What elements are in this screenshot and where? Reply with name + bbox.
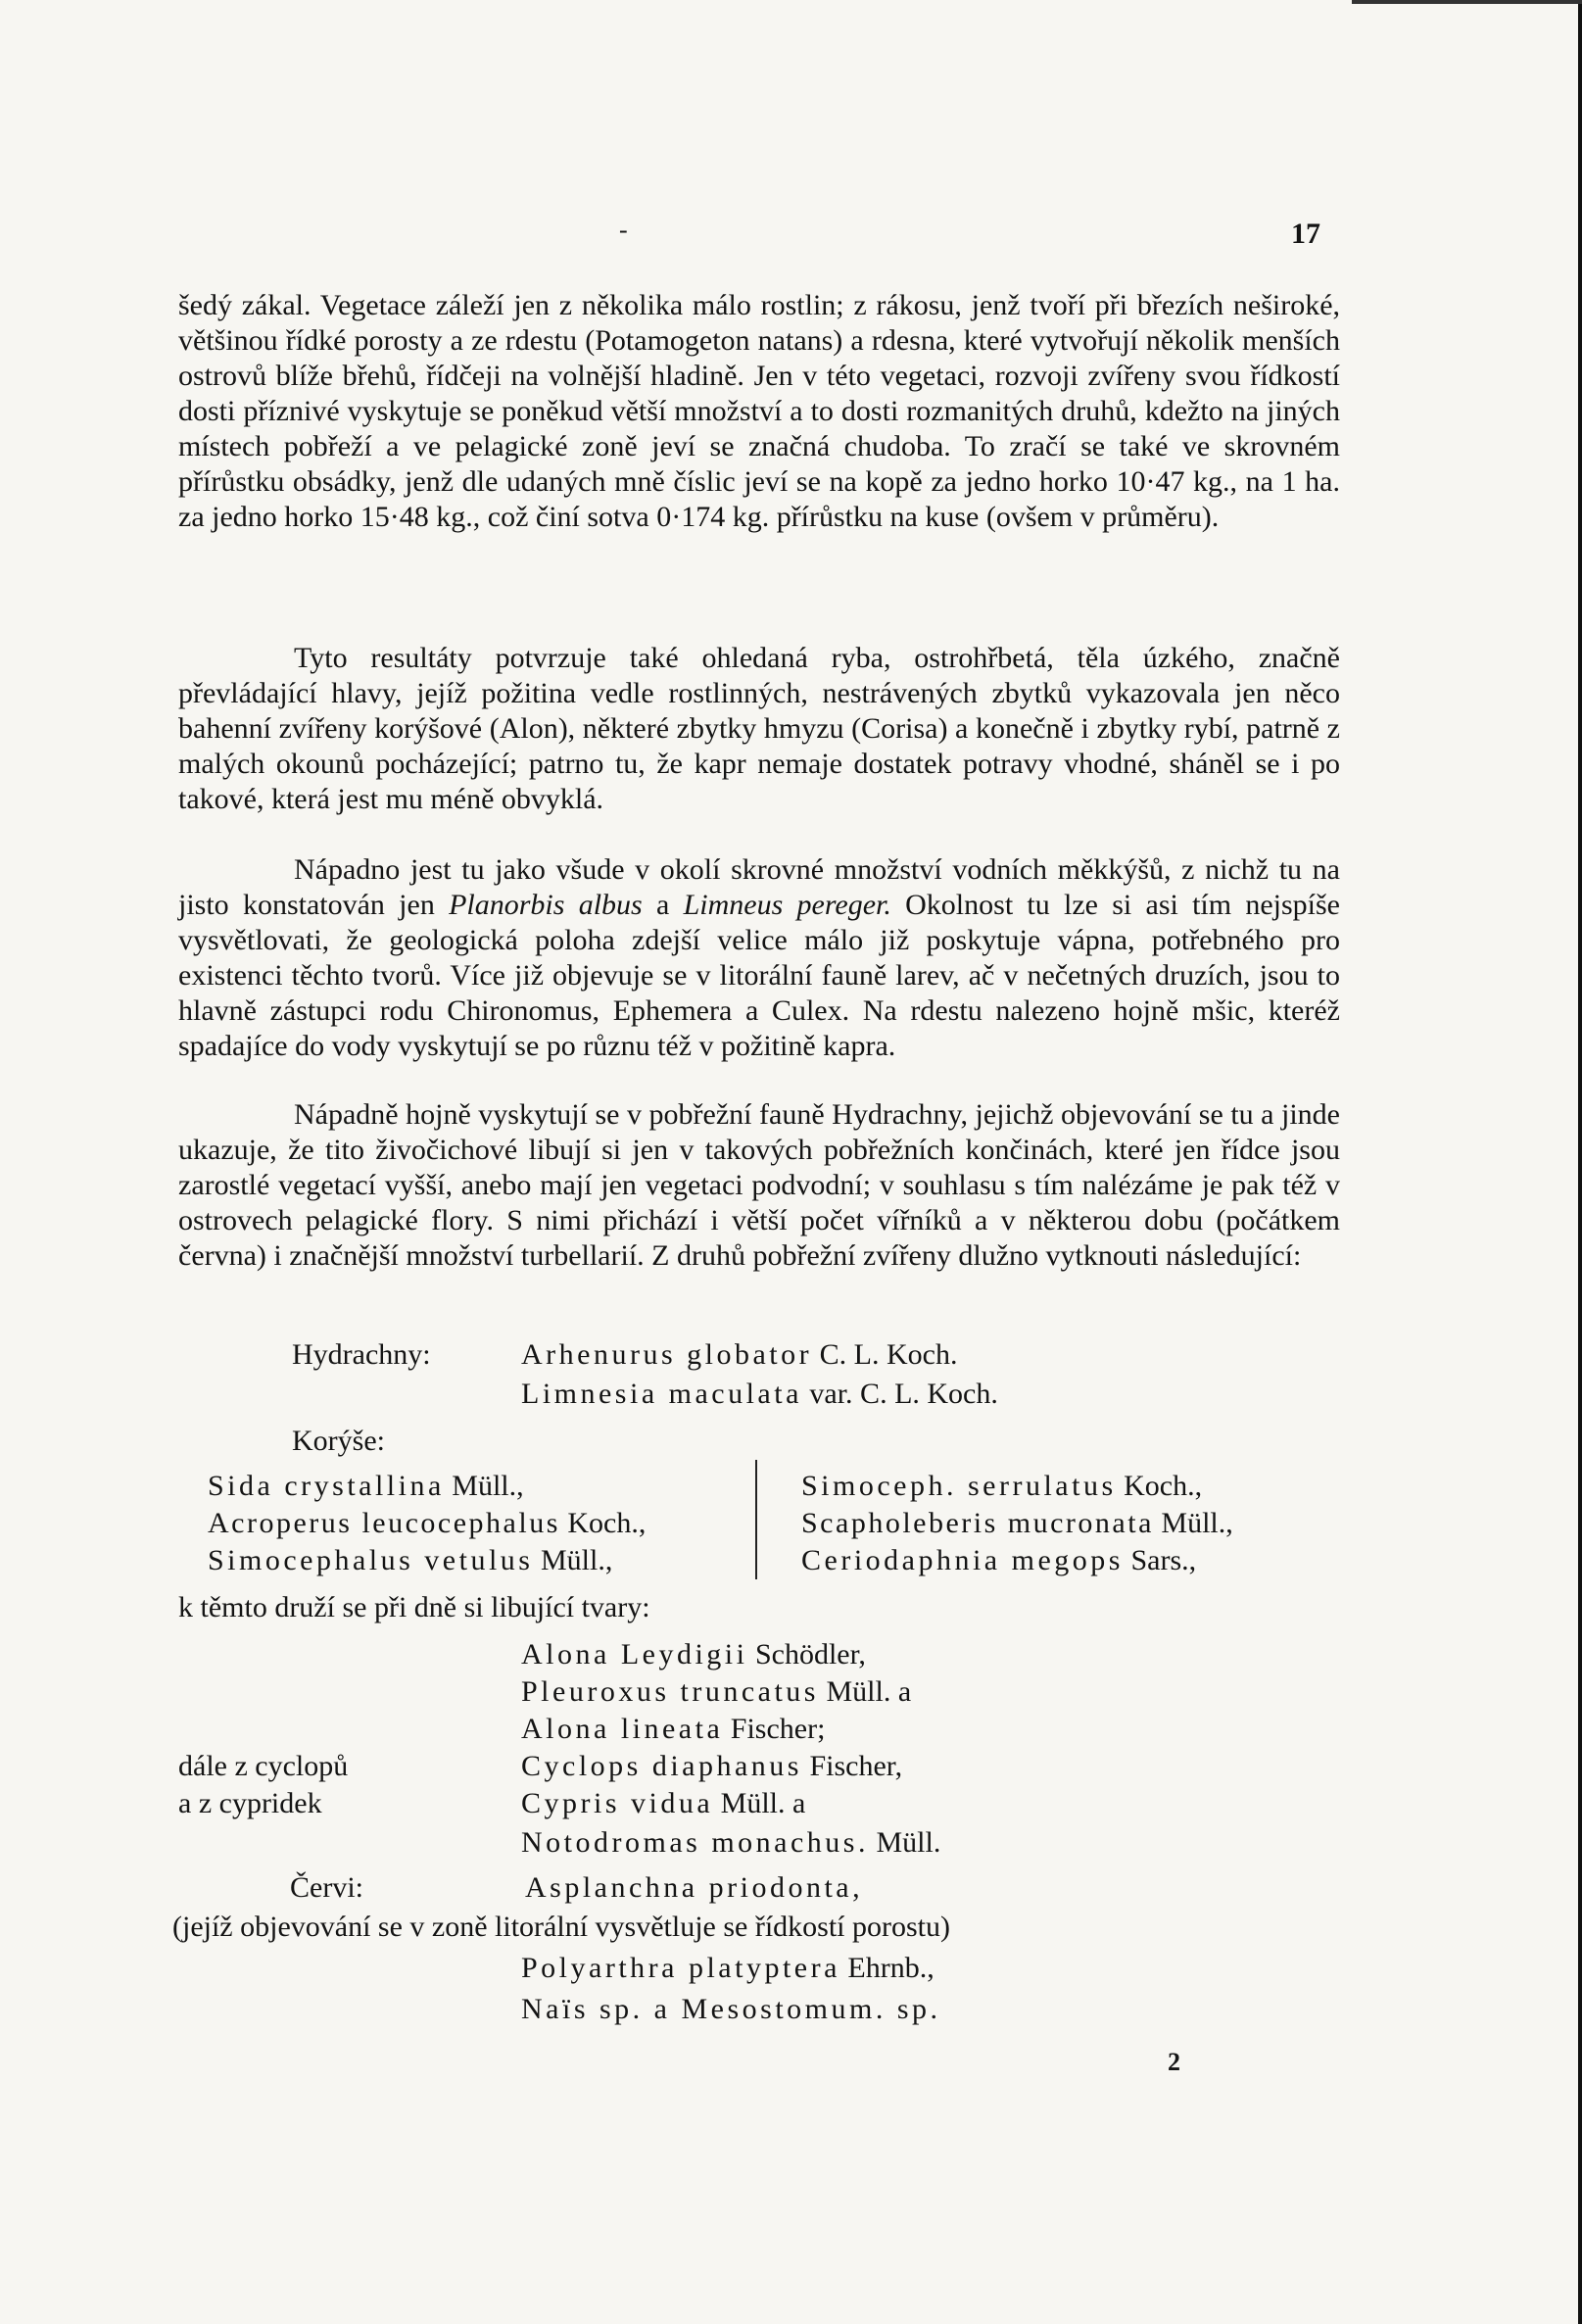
species-name: Alona lineata bbox=[521, 1713, 724, 1745]
bottom-intro: k těmto druží se při dně si libující tvary: bbox=[178, 1591, 650, 1623]
species-name: Ceriodaphnia megops bbox=[801, 1544, 1124, 1576]
species-author: Müll., bbox=[540, 1544, 613, 1576]
cyclop-label: dále z cyclopů bbox=[178, 1750, 349, 1782]
paragraph-1 bbox=[178, 288, 1340, 535]
header-mark: - bbox=[619, 216, 628, 244]
species-line bbox=[521, 1787, 805, 1820]
column-divider bbox=[755, 1460, 757, 1579]
species-name: Pleuroxus truncatus bbox=[521, 1675, 819, 1708]
species-line bbox=[208, 1544, 612, 1577]
species-name: Notodromas monachus. bbox=[521, 1826, 869, 1859]
koryse-label: Korýše: bbox=[292, 1425, 385, 1457]
species-author: Fischer; bbox=[730, 1713, 826, 1745]
species-author: Müll., bbox=[1161, 1507, 1233, 1539]
species-line bbox=[801, 1544, 1196, 1577]
cypridek-label: a z cypridek bbox=[178, 1787, 322, 1819]
species-line bbox=[521, 1952, 935, 1985]
species-name: Cyclops diaphanus bbox=[521, 1750, 802, 1782]
species-line bbox=[521, 1713, 825, 1746]
hydrachny-label: Hydrachny: bbox=[292, 1338, 431, 1371]
species-author: Müll., bbox=[452, 1470, 524, 1502]
paragraph-2-text: Tyto resultáty potvrzuje také ohledaná ryba, ostrohřbetá, těla úzkého, značně převládající hlavy, jejíž požitina vedle rostlinných, nestrávených zbytků vykazovala jen něco bahenní zvířeny korýšové (Alon), některé zbytky hmyzu (Corisa) a konečně i zbytky rybí, patrně z malých okounů pocházející; patrno tu, že kapr nemaje dostatek potravy vhodné, sháněl se i po takové, která jest mu méně obvyklá. bbox=[178, 642, 1340, 815]
species-line bbox=[521, 1750, 902, 1783]
species-name: Sida crystallina bbox=[208, 1470, 445, 1502]
species-author: Koch., bbox=[1124, 1470, 1203, 1502]
species-author: Ehrnb., bbox=[847, 1952, 935, 1984]
species-asplanchna: Asplanchna priodonta, bbox=[525, 1871, 864, 1904]
paragraph-2 bbox=[178, 641, 1340, 817]
species-author: Koch., bbox=[567, 1507, 647, 1539]
species-author: Sars., bbox=[1130, 1544, 1197, 1576]
species-author: Müll. bbox=[876, 1826, 941, 1859]
species-name: Simoceph. serrulatus bbox=[801, 1470, 1117, 1502]
species-name: Alona Leydigii bbox=[521, 1638, 748, 1670]
species-line bbox=[521, 1638, 866, 1671]
page-number: 17 bbox=[1291, 218, 1320, 250]
cervi-note: (jejíž objevování se v zoně litorální vysvětluje se řídkostí porostu) bbox=[172, 1911, 950, 1943]
scan-edge bbox=[1578, 0, 1582, 2324]
species-planorbis: Planorbis albus bbox=[449, 889, 643, 921]
species-line bbox=[521, 1993, 941, 2026]
species-line bbox=[801, 1470, 1202, 1503]
paragraph-1-rest: březích neširoké, většinou řídké porosty a ze rdestu (Potamogeton natans) a rdesna, které vytvořují několik menších ostrovů blíže břehů, řídčeji na volnější hladině. Jen v této vegetaci, rozvoji zvířeny svou řídkostí dosti příznivé vyskytuje se poněkud větší množství a to dosti rozmanitých druhů, kdežto na jiných místech pobřeží a ve pelagické zoně jeví se značná chudoba. To zračí se také ve skrovném přírůstku obsádky, jenž dle udaných mně číslic jeví se na kopě za jedno horko 10·47 kg., na 1 ha. za jedno horko 15·48 kg., což činí sotva 0·174 kg. přírůstku na kuse (ovšem v průměru). bbox=[178, 289, 1341, 533]
species-author: Fischer, bbox=[809, 1750, 903, 1782]
species-author: Müll. a bbox=[826, 1675, 912, 1708]
species-name: Acroperus leucocephalus bbox=[208, 1507, 560, 1539]
paragraph-1-first-line: šedý zákal. Vegetace záleží jen z několika málo rostlin; z rákosu, jenž tvoří při bbox=[178, 289, 1128, 321]
paragraph-4-text: Nápadně hojně vyskytují se v pobřežní fauně Hydrachny, jejichž objevování se tu a jinde ukazuje, že tito živočichové libují si jen v takových pobřežních končinách, které jen řídce jsou zarostlé vegetací vyšší, anebo mají jen vegetaci podvodní; v souhlasu s tím nalézáme je pak též v ostrovech pelagické flory. S nimi přichází i větší počet vířníků a v některou dobu (počátkem června) i značnější množství turbellarií. Z druhů pobřežní zvířeny dlužno vytknouti následující: bbox=[178, 1098, 1340, 1272]
species-name: Naïs sp. a Mesostomum. sp. bbox=[521, 1993, 941, 2025]
paragraph-4 bbox=[178, 1097, 1340, 1274]
species-name: Polyarthra platyptera bbox=[521, 1952, 840, 1984]
species-name: Simocephalus vetulus bbox=[208, 1544, 534, 1576]
species-name: Cypris vidua bbox=[521, 1787, 714, 1819]
species-author: C. L. Koch. bbox=[819, 1338, 958, 1371]
cervi-label: Červi: bbox=[290, 1871, 363, 1904]
species-line bbox=[521, 1675, 911, 1709]
species-name: Scapholeberis mucronata bbox=[801, 1507, 1154, 1539]
paragraph-3-text-a: Nápadno jest tu jako všude v okolí skrovné množství vodních měkkýšů, z nichž tu na jisto konstatován jen bbox=[178, 853, 1340, 921]
scan-top-edge bbox=[1352, 0, 1582, 4]
species-line bbox=[521, 1378, 998, 1411]
species-line bbox=[521, 1338, 957, 1372]
species-line bbox=[521, 1826, 940, 1860]
paragraph-3-and: a bbox=[655, 889, 670, 921]
species-author: Müll. a bbox=[720, 1787, 806, 1819]
species-line bbox=[208, 1507, 646, 1540]
paragraph-3 bbox=[178, 852, 1340, 1064]
species-limneus: Limneus pereger. bbox=[683, 889, 891, 921]
species-author: var. C. L. Koch. bbox=[809, 1378, 998, 1410]
sheet-signature: 2 bbox=[1168, 2048, 1180, 2076]
species-line bbox=[801, 1507, 1233, 1540]
species-line bbox=[208, 1470, 524, 1503]
species-author: Schödler, bbox=[754, 1638, 866, 1670]
species-name: Limnesia maculata bbox=[521, 1378, 802, 1410]
species-name: Arhenurus globator bbox=[521, 1338, 813, 1371]
paragraph-3-text-b: Okolnost tu lze si asi tím nejspíše vysvětlovati, že geologická poloha zdejší velice málo již poskytuje vápna, potřebného pro existenci těchto tvorů. Více již objevuje se v litorální fauně larev, ač v nečetných druzích, jsou to hlavně zástupci rodu Chironomus, Ephemera a Culex. Na rdestu nalezeno hojně mšic, kteréž spadajíce do vody vyskytují se po různu též v požitině kapra. bbox=[178, 889, 1341, 1062]
